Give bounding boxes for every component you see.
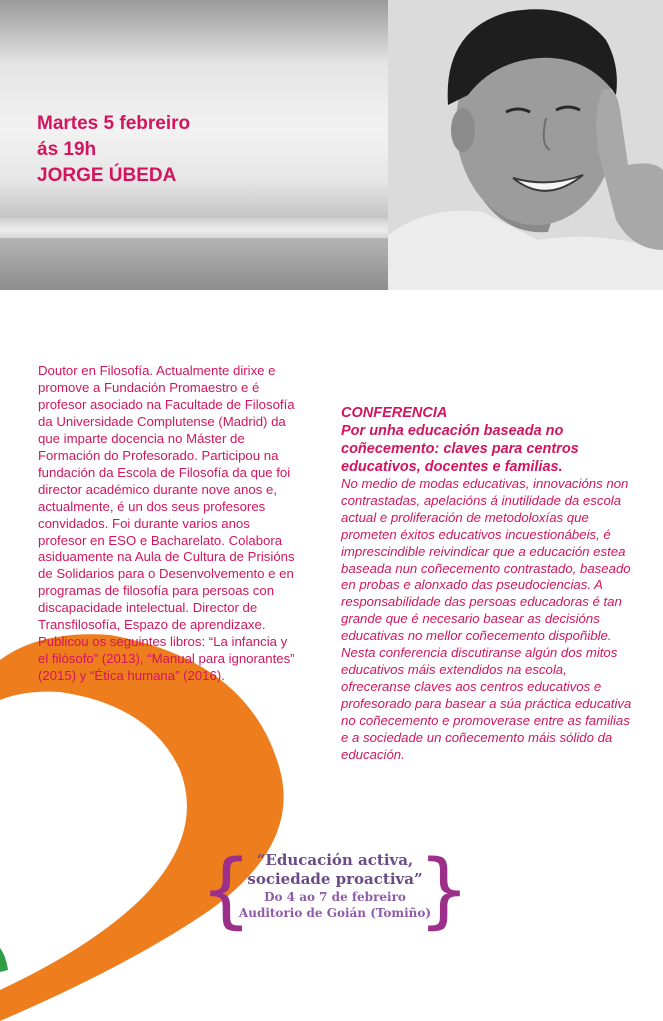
- conference-label: CONFERENCIA: [341, 405, 448, 421]
- decorative-swoosh: [0, 630, 380, 1021]
- conference-description: No medio de modas educativas, innovacións non contrastadas, apelacións á inutilidade da escola actual e proliferación de metodoloxías que prometen éxitos educativos incuestionábeis, é imprescindible reivindicar que a educación estea baseada nun coñecemento contrastado, baseado en probas e alonxado das pseudociencias. A responsabilidade das persoas educadoras é tan grande que é necesario basear as decisións educativas no mellor coñecemento dispoñible. Nesta conferencia discutiranse algún dos mitos educativos máis extendidos na escola, ofreceranse claves aos centros educativos e profesorado para basear a súa práctica educativa no coñecemento e promoverase entre as familias e a sociedade un coñecemento máis sólido da educación.: [341, 476, 632, 762]
- event-date: Martes 5 febreiro: [37, 113, 191, 134]
- event-time: ás 19h: [37, 139, 97, 160]
- right-brace-icon: }: [417, 843, 470, 938]
- event-info: [200, 845, 470, 945]
- conference-title: Por unha educación baseada no coñecemento: claves para centros educativos, docentes e familias.: [341, 423, 579, 475]
- event-title-line1: “Educación activa,: [256, 851, 414, 869]
- event-venue: Auditorio de Goián (Tomiño): [238, 906, 432, 920]
- left-brace-icon: {: [200, 843, 253, 938]
- wall-ledge: [0, 218, 420, 238]
- speaker-name: JORGE ÚBEDA: [37, 165, 177, 186]
- speaker-bio: Doutor en Filosofía. Actualmente dirixe e promove a Fundación Promaestro e é profesor asociado na Facultade de Filosofía da Universidade Complutense (Madrid) da que imparte docencia no Máster de Formación do Profesorado. Participou na fundación da Escola de Filosofía da que foi director académico durante nove anos e, actualmente, é un dos seus profesores convidados. Foi durante varios anos profesor en ESO e Bacharelato. Colabora asiduamente na Aula de Cultura de Prisións de Solidarios para o Desenvolvemento e en programas de filosofía para persoas con discapacidade intelectual. Director de Transfilosofía, Espazo de aprendizaxe. Publicou os seguintes libros: “La infancia y el filósofo” (2013), “Manual para ignorantes” (2015) y “Ética humana” (2016).: [38, 363, 295, 684]
- event-header: [37, 111, 190, 189]
- event-title-line2: sociedade proactiva”: [247, 870, 423, 888]
- speaker-portrait: [388, 0, 663, 290]
- conference-block: [341, 404, 633, 763]
- event-dates: Do 4 ao 7 de febreiro: [264, 890, 406, 904]
